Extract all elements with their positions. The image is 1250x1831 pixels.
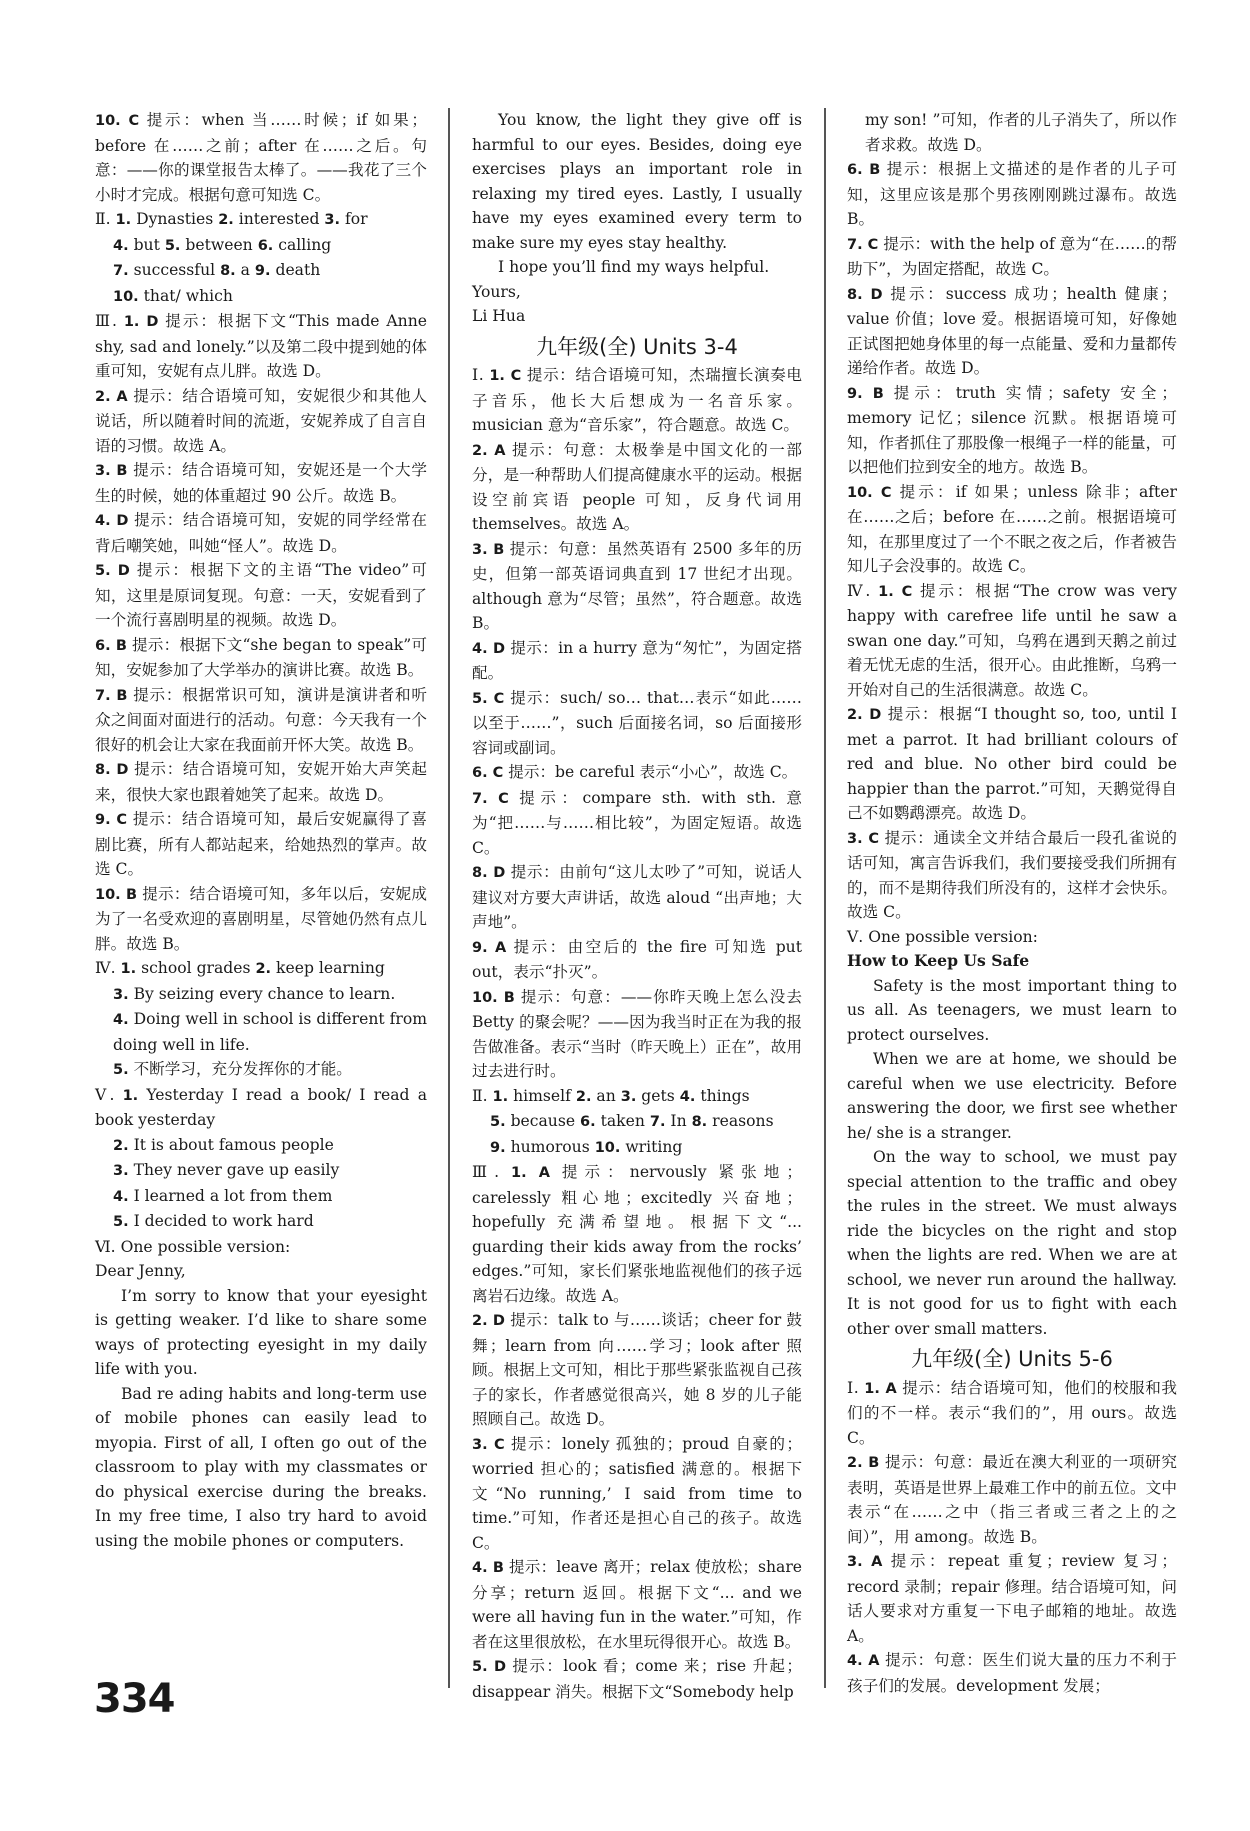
item-text: 提示：由前句“这儿太吵了”可知，说话人建议对方要大声讲话，故选 aloud “出声地；大声地”。 [472, 863, 802, 931]
item-number: 4. [113, 1188, 129, 1205]
item-text: Dynasties [131, 210, 219, 228]
item-text: 提示：talk to 与……谈话；cheer for 鼓舞；learn from 向……学习；look after 照顾。根据上文可知，相比于那些紧张监视自己孩子的家长，作者感觉很高兴，她 8 岁的儿子能照顾自己。故选 D。 [472, 1311, 802, 1428]
item-number: 6. B [95, 637, 127, 654]
answer-item [95, 1184, 427, 1210]
item-number: 3. C [847, 830, 879, 847]
item-text: 提示：句意：——你昨天晚上怎么没去 Betty 的聚会呢？——因为我当时正在为我的报告做准备。表示“当时（昨天晚上）正在”，故用过去进行时。 [472, 987, 802, 1080]
answer-item [95, 309, 427, 384]
answer-item [847, 702, 1177, 826]
letter-greeting: Dear Jenny, [95, 1262, 186, 1280]
item-number: 5. [113, 1214, 129, 1230]
item-number: 8. [220, 263, 236, 279]
item-text: 提示：由空后的 the fire 可知选 put out，表示“扑灭”。 [472, 937, 802, 981]
answer-item [472, 786, 802, 861]
answer-item [847, 381, 1177, 480]
item-number: 6. C [472, 765, 504, 781]
item-number: 4. D [472, 640, 506, 657]
item-text: 提示：leave 离开；relax 使放松；share 分享；return 返回。根据下文“... and we were all having fun in the water.”可知，作者在这里很放松，在水里玩得很开心。故选 B。 [472, 1558, 802, 1651]
item-number: 2. D [472, 1313, 505, 1329]
section-number: Ⅲ. [95, 312, 124, 330]
letter-paragraph: Bad re ading habits and long-term use of mobile phones can easily lead to myopia. First of all, I often go out of the classroom to play with my classmates or do physical exercise during the breaks. In my free time, I also try hard to avoid using the mobile phones or computers. [95, 1384, 427, 1550]
answer-item [472, 438, 802, 537]
item-number: 3. B [472, 541, 505, 558]
item-number: 4. [679, 1088, 696, 1105]
answer-item [847, 925, 1177, 950]
item-text: 提示：根据上文描述的是作者的儿子可知，这里应该是那个男孩刚刚跳过瀑布。故选 B。 [847, 160, 1177, 228]
item-number: 4. A [847, 1653, 880, 1669]
answer-item [472, 1432, 802, 1556]
answer-item [472, 1555, 802, 1654]
item-number: 3. [113, 986, 129, 1003]
answer-column-1 [95, 108, 427, 1553]
item-number: 1. [122, 1087, 139, 1104]
answer-column-3 [847, 108, 1177, 1698]
item-number: 1. A [511, 1165, 550, 1181]
item-text: for [340, 210, 368, 228]
item-text: humorous [505, 1137, 595, 1156]
item-number: 10. [113, 288, 139, 305]
item-text: 提示：结合语境可知，安妮开始大声笑起来，很快大家也跟着她笑了起来。故选 D。 [95, 760, 427, 804]
item-number: 10. B [472, 989, 515, 1006]
item-number: 9. [254, 263, 271, 279]
essay-paragraph: On the way to school, we must pay special attention to the traffic and obey the rules in the street. We must always ride the bicycles on the right and stop when the lights are red. When we are at school, we never run around the hallway. It is not good for us to fight with each other over small matters. [847, 1148, 1177, 1338]
item-text: himself [508, 1086, 576, 1105]
sample-letter [95, 1259, 427, 1553]
letter-paragraph: You know, the light they give off is harmful to our eyes. Besides, doing eye exercises plays an important role in relaxing my tired eyes. Lastly, I usually have my eyes examined every term to make sure my eyes stay healthy. [472, 111, 802, 252]
item-number: 10. B [95, 886, 138, 903]
item-text: 提示：结合语境可知，多年以后，安妮成为了一名受欢迎的喜剧明星，尽管她仍然有点儿胖。故选 B。 [95, 884, 427, 953]
item-text: 提示：look 看；come 来；rise 升起；disappear 消失。根据下文“Somebody help [472, 1657, 802, 1701]
item-number: 5. [164, 237, 181, 254]
answer-item [472, 860, 802, 935]
answer-item [95, 1083, 427, 1133]
item-number: 9. B [847, 385, 884, 402]
item-number: 3. [620, 1088, 637, 1105]
item-text: 提示：结合语境可知，他们的校服和我们的不一样。表示“我们的”，用 ours。故选 C。 [847, 1378, 1177, 1447]
item-text: things [695, 1086, 750, 1105]
item-number: 2. D [847, 707, 882, 723]
item-number: 1. A [864, 1380, 897, 1397]
section-number: Ⅳ. [95, 959, 121, 977]
item-text: 提示：truth 实情；safety 安全；memory 记忆；silence 沉默。根据语境可知，作者抓住了那股像一根绳子一样的能量，可以把他们拉到安全的地方。故选 B。 [847, 383, 1177, 476]
answer-item [95, 284, 427, 310]
item-number: 2. B [847, 1455, 880, 1471]
item-number: 10. C [95, 113, 140, 129]
answer-item [847, 1376, 1177, 1451]
section-number: Ⅰ. [472, 366, 490, 384]
section-number: Ⅱ. [95, 210, 116, 228]
answer-item [95, 508, 427, 558]
item-number: 7. [113, 263, 129, 279]
answer-item [847, 232, 1177, 282]
answer-item [847, 1450, 1177, 1549]
item-text: 提示：通读全文并结合最后一段孔雀说的话可知，寓言告诉我们，我们要接受我们所拥有的，而不是期待我们所没有的，这样才会快乐。故选 C。 [847, 828, 1177, 921]
answer-item [95, 1209, 427, 1235]
section-number: Ⅴ. [95, 1085, 123, 1104]
answer-item [472, 636, 802, 686]
item-text: keep learning [271, 959, 385, 977]
item-text: 提示：根据下文“This made Anne shy, sad and lonely.”以及第二段中提到她的体重可知，安妮有点儿胖。故选 D。 [95, 312, 427, 380]
item-number: 5. [113, 1062, 129, 1078]
item-number: 4. D [95, 513, 129, 529]
item-number: 7. C [847, 236, 879, 253]
item-text: 提示：in a hurry 意为“匆忙”，为固定搭配。 [472, 638, 802, 682]
item-text: 提示：结合语境可知，安妮很少和其他人说话，所以随着时间的流逝，安妮养成了自言自语的习惯。故选 A。 [95, 386, 427, 455]
answer-item [472, 1308, 802, 1432]
item-number: 5. C [472, 690, 505, 707]
sample-essay [847, 949, 1177, 1341]
item-number: 10. C [847, 484, 892, 501]
item-text: It is about famous people [128, 1135, 334, 1154]
item-text: By seizing every chance to learn. [128, 984, 396, 1003]
item-text: I learned a lot from them [128, 1186, 333, 1205]
answer-item [95, 807, 427, 882]
item-number: 5. D [95, 563, 130, 579]
item-text: reasons [707, 1112, 774, 1130]
item-text: 提示：结合语境可知，杰瑞擅长演奏电子音乐，他长大后想成为一名音乐家。musician 意为“音乐家”，符合题意。故选 C。 [472, 366, 802, 434]
unit-heading: 九年级(全) Units 3-4 [536, 334, 738, 359]
item-number: 3. [113, 1163, 129, 1179]
section-number: Ⅴ. [847, 927, 869, 946]
answer-item [472, 1109, 802, 1135]
essay-title: How to Keep Us Safe [847, 951, 1030, 970]
answer-column-2 [472, 108, 802, 1704]
letter-closing: Yours, [472, 282, 521, 301]
item-text: 提示：结合语境可知，最后安妮赢得了喜剧比赛，所有人都站起来，给她热烈的掌声。故选 C。 [95, 810, 427, 878]
item-text: 提示：根据常识可知，演讲是演讲者和听众之间面对面进行的活动。句意：今天我有一个很好的机会让大家在我面前开怀大笑。故选 B。 [95, 685, 427, 754]
item-text: school grades [136, 959, 256, 977]
section-number: Ⅰ. [847, 1378, 865, 1397]
answer-item [472, 537, 802, 636]
item-number: 2. [255, 961, 272, 977]
item-number: 1. [120, 961, 137, 977]
answer-item [95, 683, 427, 758]
answer-item [847, 480, 1177, 579]
item-text: One possible version: [120, 1237, 291, 1256]
item-number: 10. [594, 1139, 621, 1156]
item-text: 提示：if 如果；unless 除非；after 在……之后；before 在……之前。根据语境可知，在那里度过了一个不眠之夜之后，作者被告知儿子会没事的。故选 C。 [847, 482, 1177, 575]
answer-item [95, 882, 427, 957]
item-number: 8. D [472, 865, 506, 881]
answer-item [472, 363, 802, 438]
item-text: 提示：be careful 表示“小心”，故选 C。 [503, 763, 798, 781]
answer-list [95, 108, 427, 1259]
item-text: 提示：根据下文“she began to speak”可知，安妮参加了大学举办的演讲比赛。故选 B。 [95, 635, 427, 679]
answer-item [847, 1549, 1177, 1648]
item-text: but [128, 235, 165, 254]
answer-item [472, 935, 802, 985]
item-text: One possible version: [868, 927, 1038, 946]
section-number: Ⅳ. [847, 581, 879, 600]
answer-item [95, 1057, 427, 1083]
item-number: 4. B [472, 1560, 504, 1576]
column-divider [448, 108, 450, 1688]
item-text: 提示：repeat 重复；review 复习；record 录制；repair 修理。结合语境可知，问话人要求对方重复一下电子邮箱的地址。故选 A。 [847, 1552, 1177, 1645]
item-number: 3. [324, 212, 341, 228]
item-text: that/ which [138, 286, 233, 305]
answer-item [95, 108, 427, 207]
item-number: 1. C [878, 583, 913, 600]
item-text: 提示：nervously 紧张地；carelessly 粗心地；excitedly 兴奋地；hopefully 充满希望地。根据下文“... guarding their kids away from the rocks’ edges.”可知，家长们紧张地监视他们的孩子远离岩石边缘。故选 A。 [472, 1163, 802, 1305]
section-number: Ⅱ. [472, 1086, 493, 1105]
answer-item [847, 157, 1177, 232]
item-number: 2. [218, 212, 234, 228]
item-text: an [591, 1086, 621, 1105]
item-text: successful [128, 261, 221, 279]
sample-letter-continued [472, 108, 802, 329]
answer-item [95, 1133, 427, 1159]
item-text: 提示：with the help of 意为“在……的帮助下”，为固定搭配，故选 C。 [847, 234, 1177, 278]
answer-item [95, 233, 427, 259]
item-number: 5. [490, 1114, 506, 1130]
item-number: 9. A [472, 939, 507, 956]
essay-paragraph: When we are at home, we should be careful when we use electricity. Before answering the door, we first see whether he/ she is a stranger. [847, 1050, 1177, 1142]
item-text: 提示：lonely 孤独的；proud 自豪的；worried 担心的；satisfied 满意的。根据下文“No running,’ I said from time to time.”可知，作者还是担心自己的孩子。故选 C。 [472, 1434, 802, 1552]
item-number: 7. B [95, 687, 128, 704]
item-text: 提示：when 当……时候；if 如果；before 在……之前；after 在……之后。句意：——你的课堂报告太棒了。——我花了三个小时才完成。根据句意可知选 C。 [95, 111, 427, 204]
item-number: 5. D [472, 1659, 507, 1675]
item-number: 7. [649, 1114, 666, 1130]
answer-item [472, 1654, 802, 1704]
item-text: 提示：根据“I thought so, too, until I met a parrot. It had brilliant colours of red and blue. No other bird could be happier than the parrot.”可知，天鹅觉得自己不如鹦鹉漂亮。故选 D。 [847, 705, 1177, 822]
answer-item [472, 686, 802, 761]
answer-item [847, 579, 1177, 703]
item-text: In [665, 1112, 692, 1130]
item-text: 提示：句意：太极拳是中国文化的一部分，是一种帮助人们提高健康水平的运动。根据设空前宾语 people 可知，反身代词用 themselves。故选 A。 [472, 440, 802, 533]
item-number: 1. D [123, 314, 159, 330]
item-number: 2. A [472, 442, 506, 459]
answer-item [95, 757, 427, 807]
item-number: 4. [113, 1012, 129, 1028]
section-number: Ⅵ. [95, 1237, 121, 1256]
item-number: 1. C [489, 368, 522, 384]
item-text: I decided to work hard [128, 1212, 314, 1230]
answer-item [95, 258, 427, 284]
item-text: a [235, 261, 255, 279]
item-text: Doing well in school is different from doing well in life. [113, 1010, 427, 1054]
item-number: 1. [115, 212, 132, 228]
item-text: interested [233, 210, 325, 228]
answer-item [472, 985, 802, 1084]
item-text: taken [595, 1112, 650, 1130]
item-number: 6. B [847, 162, 881, 178]
item-text: 提示：句意：虽然英语有 2500 多年的历史，但第一部英语词典直到 17 世纪才出现。although 意为“尽管；虽然”，符合题意。故选 B。 [472, 539, 802, 632]
item-text: 提示：success 成功；health 健康；value 价值；love 爱。根据语境可知，好像她正试图把她身体里的每一点能量、爱和力量都传递给作者。故选 D。 [847, 284, 1177, 377]
item-number: 6. [257, 237, 274, 254]
answer-item [472, 1135, 802, 1161]
answer-item [95, 982, 427, 1008]
column-divider [824, 108, 826, 1688]
item-text: 提示：compare sth. with sth. 意为“把……与……相比较”，为固定短语。故选 C。 [472, 788, 802, 857]
answer-item [95, 558, 427, 633]
answer-item [95, 384, 427, 459]
item-text: because [505, 1112, 581, 1130]
item-number: 2. [575, 1088, 592, 1105]
item-number: 6. [580, 1114, 596, 1130]
answer-item [472, 760, 802, 786]
item-number: 2. A [95, 388, 128, 405]
answer-item [847, 108, 1177, 157]
answer-list [847, 1376, 1177, 1699]
answer-item [472, 1160, 802, 1308]
answer-item [847, 1648, 1177, 1698]
item-text: 提示：结合语境可知，安妮的同学经常在背后嘲笑她，叫她“怪人”。故选 D。 [95, 511, 427, 555]
item-text: my son! ”可知，作者的儿子消失了，所以作者求救。故选 D。 [865, 111, 1177, 154]
item-number: 8. D [847, 286, 883, 303]
item-text: writing [620, 1137, 683, 1156]
item-text: between [180, 235, 258, 254]
item-number: 3. C [472, 1436, 505, 1453]
section-number: Ⅲ. [472, 1163, 512, 1181]
letter-signature: Li Hua [472, 307, 526, 325]
letter-paragraph: I hope you’ll find my ways helpful. [498, 258, 770, 276]
item-number: 1. [492, 1088, 509, 1105]
answer-item [95, 207, 427, 233]
unit-heading: 九年级(全) Units 5-6 [911, 1347, 1113, 1371]
item-text: death [270, 261, 321, 279]
item-number: 3. B [95, 463, 128, 479]
answer-list [847, 108, 1177, 949]
answer-item [95, 633, 427, 683]
page-number: 334 [94, 1676, 175, 1722]
item-number: 4. [113, 237, 129, 254]
item-text: 提示：结合语境可知，安妮还是一个大学生的时候，她的体重超过 90 公斤。故选 B。 [95, 461, 427, 505]
item-text: 提示：根据“The crow was very happy with carefree life until he saw a swan one day.”可知，乌鸦在遇到天鹅之前过着无忧无虑的生活，很开心。由此推断，乌鸦一开始对自己的生活很满意。故选 C。 [847, 581, 1177, 699]
item-text: 提示：句意：医生们说大量的压力不利于孩子们的发展。development 发展； [847, 1651, 1177, 1695]
answer-item [95, 458, 427, 508]
item-text: 提示：根据下文的主语“The video”可知，这里是原词复现。句意：一天，安妮看到了一个流行喜剧明星的视频。故选 D。 [95, 561, 427, 629]
item-text: 提示：句意：最近在澳大利亚的一项研究表明，英语是世界上最难工作中的前五位。文中表示“在……之中（指三者或三者之上的之间）”，用 among。故选 B。 [847, 1453, 1177, 1546]
essay-paragraph: Safety is the most important thing to us all. As teenagers, we must learn to protect ourselves. [847, 976, 1177, 1044]
item-text: Yesterday I read a book/ I read a book yesterday [95, 1085, 427, 1129]
letter-paragraph: I’m sorry to know that your eyesight is getting weaker. I’d like to share some ways of protecting eyesight in my daily life with you. [95, 1286, 427, 1378]
item-number: 2. [113, 1137, 129, 1154]
item-text: gets [636, 1086, 680, 1105]
answer-item [95, 1158, 427, 1184]
answer-item [472, 1084, 802, 1110]
item-number: 7. C [472, 790, 509, 807]
item-text: 提示：such/ so… that…表示“如此……以至于……”，such 后面接名词，so 后面接形容词或副词。 [472, 688, 802, 757]
item-text: They never gave up easily [128, 1161, 340, 1179]
item-text: 不断学习，充分发挥你的才能。 [128, 1060, 352, 1078]
answer-item [95, 1235, 427, 1260]
item-number: 9. C [95, 812, 128, 828]
answer-item [847, 282, 1177, 381]
answer-item [847, 826, 1177, 925]
answer-item [95, 956, 427, 982]
item-number: 3. A [847, 1554, 883, 1570]
item-number: 9. [490, 1139, 506, 1156]
answer-list [472, 363, 802, 1704]
item-number: 8. [691, 1114, 708, 1130]
answer-item [95, 1007, 427, 1057]
item-text: calling [273, 235, 332, 254]
item-number: 8. D [95, 762, 129, 778]
